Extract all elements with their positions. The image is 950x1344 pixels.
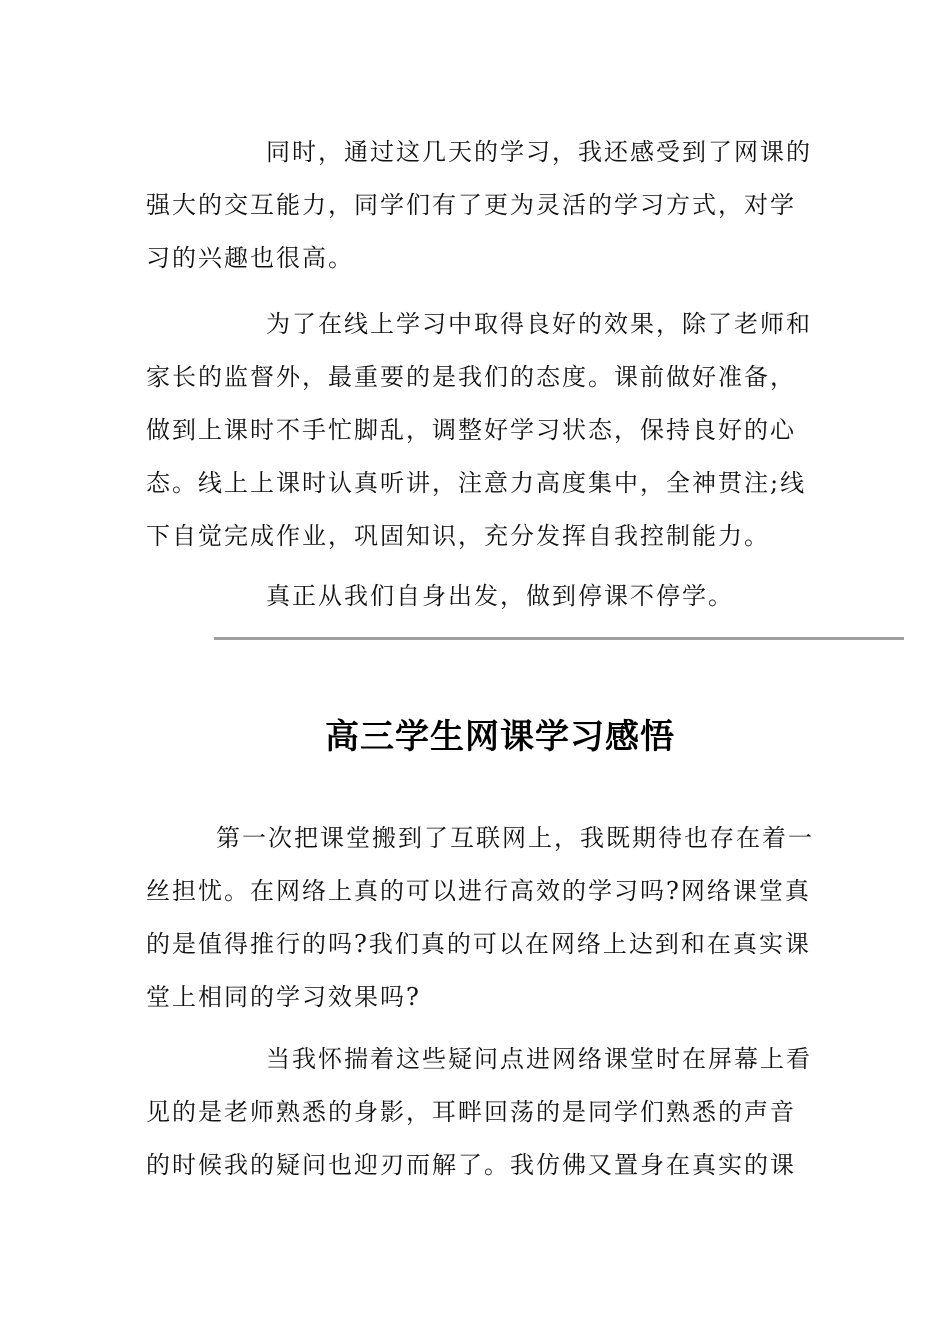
section-divider — [214, 637, 904, 640]
article-title: 高三学生网课学习感悟 — [325, 717, 675, 757]
body-paragraph: 第一次把课堂搬到了互联网上，我既期待也存在着一丝担忧。在网络上真的可以进行高效的学习吗?网络课堂真的是值得推行的吗?我们真的可以在网络上达到和在真实课堂上相同的学习效果吗? — [146, 824, 814, 1011]
body-paragraph: 为了在线上学习中取得良好的效果，除了老师和家长的监督外，最重要的是我们的态度。课前做好准备，做到上课时不手忙脚乱，调整好学习状态，保持良好的心态。线上上课时认真听讲，注意力高度集中，全神贯注;线下自觉完成作业，巩固知识，充分发挥自我控制能力。 — [146, 310, 812, 550]
body-paragraph: 真正从我们自身出发，做到停课不停学。 — [266, 582, 734, 610]
body-paragraph: 同时，通过这几天的学习，我还感受到了网课的强大的交互能力，同学们有了更为灵活的学习方式，对学习的兴趣也很高。 — [146, 138, 812, 272]
body-paragraph: 当我怀揣着这些疑问点进网络课堂时在屏幕上看见的是老师熟悉的身影，耳畔回荡的是同学们熟悉的声音的时候我的疑问也迎刃而解了。我仿佛又置身在真实的课 — [146, 1045, 812, 1179]
